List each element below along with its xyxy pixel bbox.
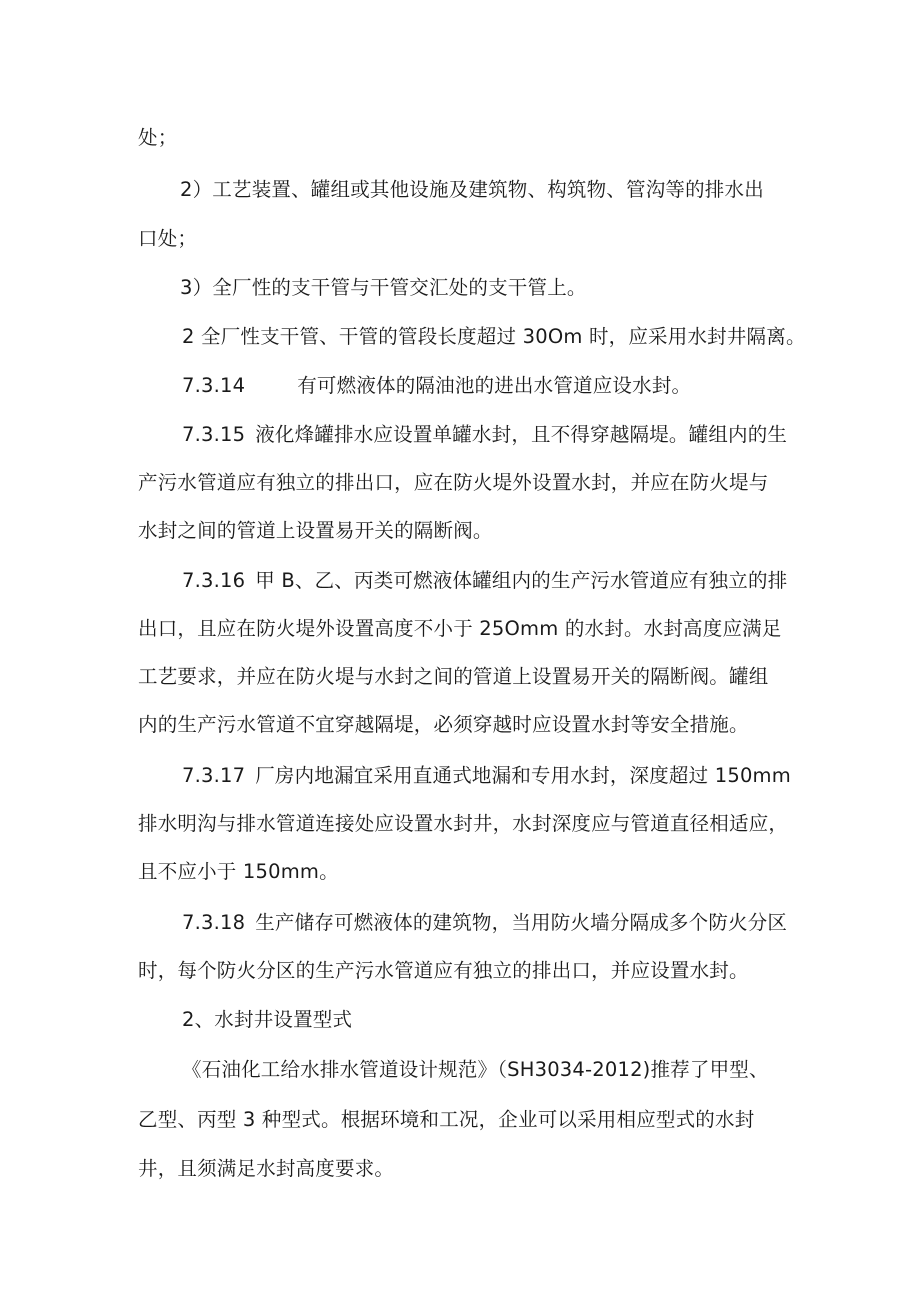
clause-7-3-14 <box>182 372 691 400</box>
text-line: 时，每个防火分区的生产污水管道应有独立的排出口，并应设置水封。 <box>138 959 749 982</box>
clause-text: 有可燃液体的隔油池的进出水管道应设水封。 <box>297 374 692 397</box>
clause-7-3-15 <box>182 421 787 449</box>
clause-number: 7.3.16 <box>182 569 246 592</box>
text-line: 产污水管道应有独立的排出口，应在防火堤外设置水封，并应在防火堤与 <box>138 471 769 494</box>
text-line: 口处； <box>138 227 198 250</box>
clause-number: 7.3.14 <box>182 374 246 397</box>
clause-7-3-18 <box>182 909 787 937</box>
clause-number: 7.3.18 <box>182 911 246 934</box>
clause-text: 厂房内地漏宜采用直通式地漏和专用水封，深度超过 150mm <box>255 764 791 787</box>
clause-number: 7.3.15 <box>182 423 246 446</box>
text-line: 水封之间的管道上设置易开关的隔断阀。 <box>138 519 493 542</box>
text-line: 井，且须满足水封高度要求。 <box>138 1157 395 1180</box>
clause-7-3-17 <box>182 762 791 790</box>
clause-text: 生产储存可燃液体的建筑物，当用防火墙分隔成多个防火分区 <box>255 911 788 934</box>
paragraph-2: 2 全厂性支干管、干管的管段长度超过 30Om 时，应采用水封井隔离。 <box>182 325 806 348</box>
clause-text: 液化烽罐排水应设置单罐水封，且不得穿越隔堤。罐组内的生 <box>255 423 788 446</box>
text-line: 处； <box>138 126 178 149</box>
text-line: 乙型、丙型 3 种型式。根据环境和工况，企业可以采用相应型式的水封 <box>138 1108 755 1131</box>
clause-text: 甲 B、乙、丙类可燃液体罐组内的生产污水管道应有独立的排 <box>255 569 788 592</box>
paragraph-standard: 《石油化工给水排水管道设计规范》（SH3034-2012)推荐了甲型、 <box>182 1058 769 1081</box>
clause-7-3-16 <box>182 567 787 595</box>
clause-number: 7.3.17 <box>182 764 246 787</box>
list-item-3: 3）全厂性的支干管与干管交汇处的支干管上。 <box>180 276 587 299</box>
list-item-2: 2）工艺装置、罐组或其他设施及建筑物、构筑物、管沟等的排水出 <box>180 178 764 201</box>
section-heading: 2、水封井设置型式 <box>182 1008 353 1031</box>
text-line: 内的生产污水管道不宜穿越隔堤，必须穿越时应设置水封等安全措施。 <box>138 713 749 736</box>
text-line: 工艺要求，并应在防火堤与水封之间的管道上设置易开关的隔断阀。罐组 <box>138 665 769 688</box>
text-line: 出口，且应在防火堤外设置高度不小于 25Omm 的水封。水封高度应满足 <box>138 617 782 640</box>
text-line: 且不应小于 150mm。 <box>138 860 339 883</box>
text-line: 排水明沟与排水管道连接处应设置水封井，水封深度应与管道直径相适应， <box>138 812 789 835</box>
